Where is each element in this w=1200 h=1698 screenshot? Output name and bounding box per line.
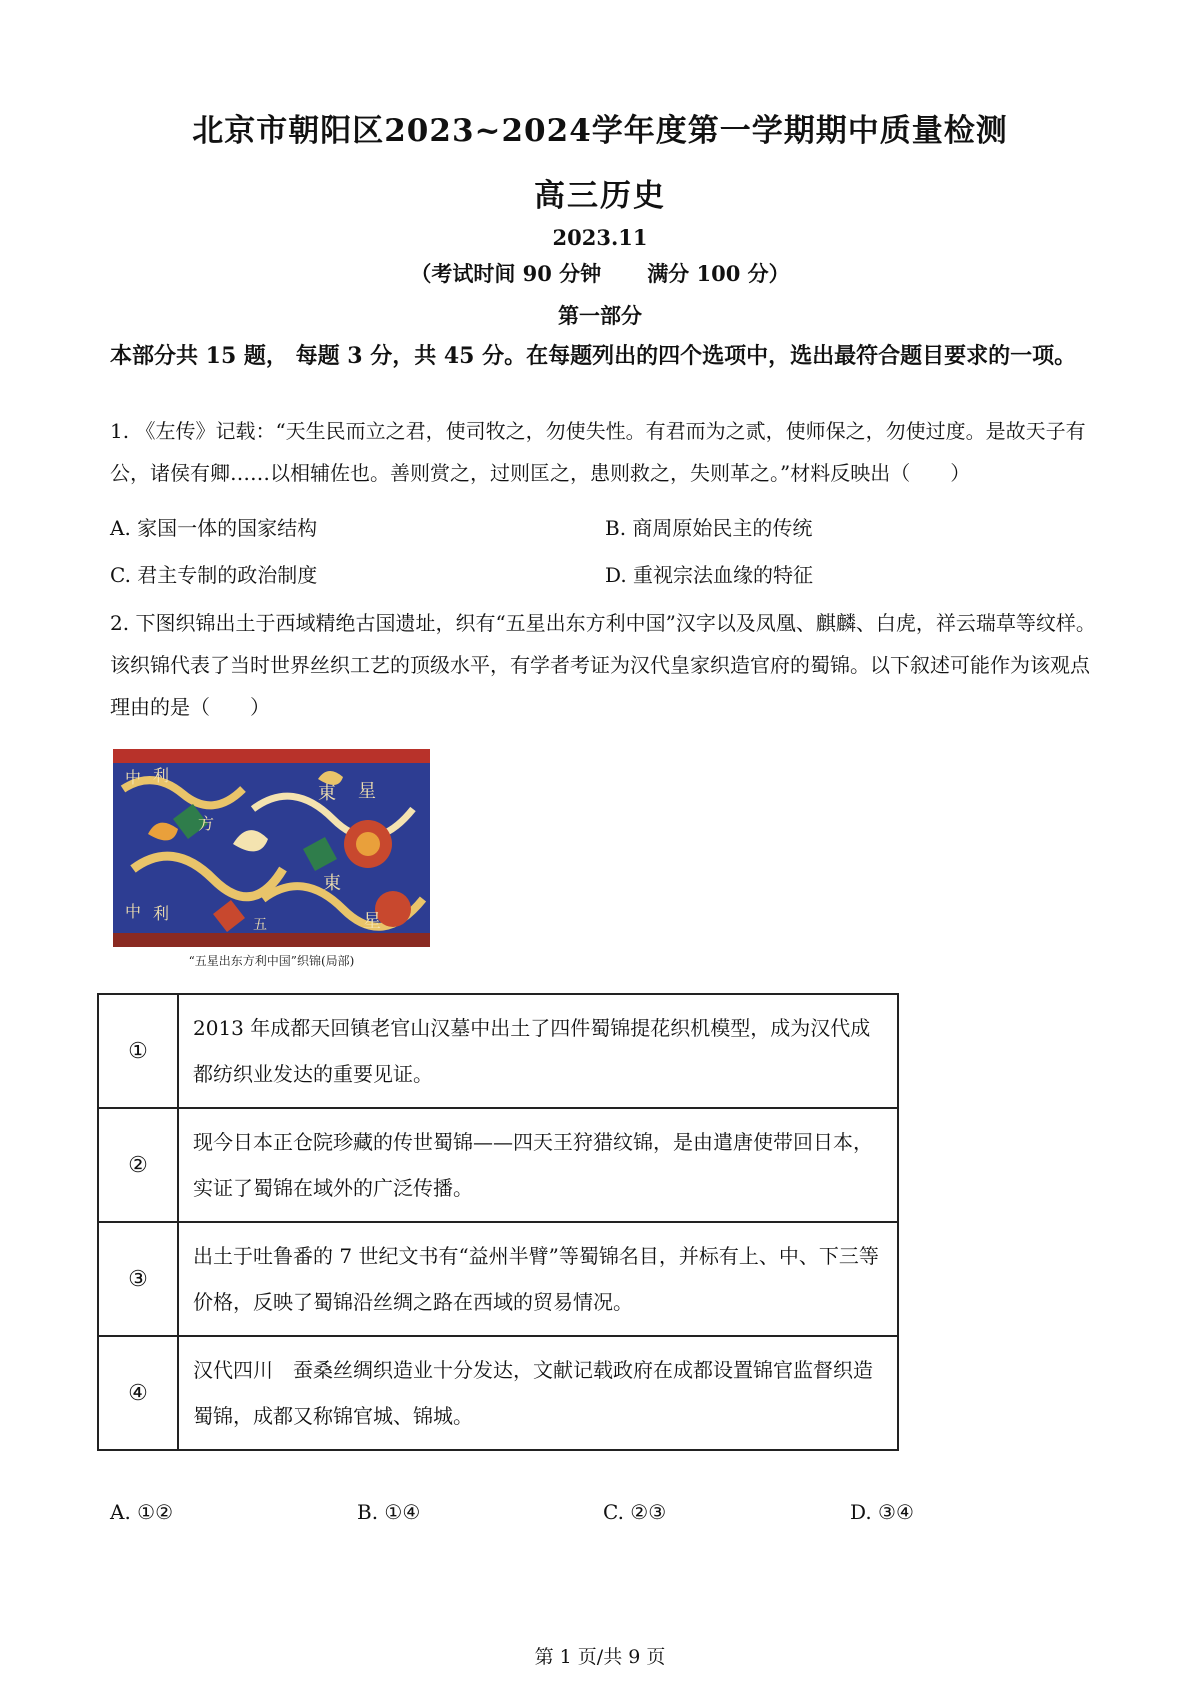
part-heading: 第一部分 bbox=[558, 303, 642, 328]
svg-text:東: 東 bbox=[323, 873, 341, 894]
evidence-number: ② bbox=[98, 1108, 178, 1222]
evidence-text: 2013 年成都天回镇老官山汉墓中出土了四件蜀锦提花织机模型，成为汉代成都纺织业发达的重要见证。 bbox=[178, 994, 898, 1108]
evidence-table bbox=[97, 993, 899, 1451]
question-1-option-b: B. 商周原始民主的传统 bbox=[605, 516, 813, 540]
page-number: 第 1 页/共 9 页 bbox=[534, 1646, 666, 1668]
evidence-number: ① bbox=[98, 994, 178, 1108]
document-title: 北京市朝阳区2023~2024学年度第一学期期中质量检测 bbox=[192, 113, 1008, 149]
evidence-number: ③ bbox=[98, 1222, 178, 1336]
table-row bbox=[98, 1336, 898, 1450]
table-row bbox=[98, 1108, 898, 1222]
exam-time: （考试时间 90 分钟 bbox=[410, 261, 602, 286]
svg-text:星: 星 bbox=[363, 911, 381, 932]
section-instructions: 本部分共 15 题， 每题 3 分，共 45 分。在每题列出的四个选项中，选出最符合题目要求的一项。 bbox=[110, 343, 1077, 369]
full-score: 满分 100 分） bbox=[647, 261, 790, 286]
svg-text:利: 利 bbox=[153, 904, 170, 923]
question-1-option-a: A. 家国一体的国家结构 bbox=[110, 516, 318, 540]
svg-text:方: 方 bbox=[198, 814, 215, 833]
svg-text:五: 五 bbox=[253, 917, 267, 933]
evidence-text: 汉代四川 蚕桑丝绸织造业十分发达，文献记载政府在成都设置锦官监督织造蜀锦，成都又称锦官城、锦城。 bbox=[178, 1336, 898, 1450]
svg-text:中: 中 bbox=[125, 768, 142, 787]
svg-text:星: 星 bbox=[358, 781, 376, 802]
evidence-text: 现今日本正仓院珍藏的传世蜀锦——四天王狩猎纹锦，是由遣唐使带回日本，实证了蜀锦在域外的广泛传播。 bbox=[178, 1108, 898, 1222]
subject-title: 高三历史 bbox=[534, 178, 666, 214]
svg-text:東: 東 bbox=[318, 783, 336, 804]
evidence-number: ④ bbox=[98, 1336, 178, 1450]
question-2-option-c: C. ②③ bbox=[603, 1500, 667, 1524]
svg-text:中: 中 bbox=[125, 902, 142, 921]
exam-date: 2023.11 bbox=[552, 225, 648, 250]
brocade-image bbox=[113, 749, 430, 947]
svg-text:利: 利 bbox=[153, 766, 170, 785]
question-2-stem: 2. 下图织锦出土于西域精绝古国遗址，织有“五星出东方利中国”汉字以及凤凰、麒麟、白虎，祥云瑞草等纹样。该织锦代表了当时世界丝织工艺的顶级水平，有学者考证为汉代皇家织造官府的蜀锦。以下叙述可能作为该观点理由的是（ ） bbox=[110, 611, 1096, 719]
question-2-option-b: B. ①④ bbox=[357, 1500, 421, 1524]
question-1-option-d: D. 重视宗法血缘的特征 bbox=[605, 563, 814, 587]
table-row bbox=[98, 1222, 898, 1336]
table-row bbox=[98, 994, 898, 1108]
brocade-caption: “五星出东方利中国”织锦(局部) bbox=[188, 954, 355, 968]
question-1-option-c: C. 君主专制的政治制度 bbox=[110, 563, 318, 587]
question-1-stem: 1. 《左传》记载：“天生民而立之君，使司牧之，勿使失性。有君而为之贰，使师保之，勿使过度。是故天子有公，诸侯有卿……以相辅佐也。善则赏之，过则匡之，患则救之，失则革之。”材料反映出（ ） bbox=[110, 419, 1086, 485]
evidence-text: 出土于吐鲁番的 7 世纪文书有“益州半臂”等蜀锦名目，并标有上、中、下三等价格，反映了蜀锦沿丝绸之路在西域的贸易情况。 bbox=[178, 1222, 898, 1336]
question-2-option-d: D. ③④ bbox=[850, 1500, 914, 1524]
exam-info bbox=[0, 258, 1200, 288]
question-2-option-a: A. ①② bbox=[110, 1500, 174, 1524]
